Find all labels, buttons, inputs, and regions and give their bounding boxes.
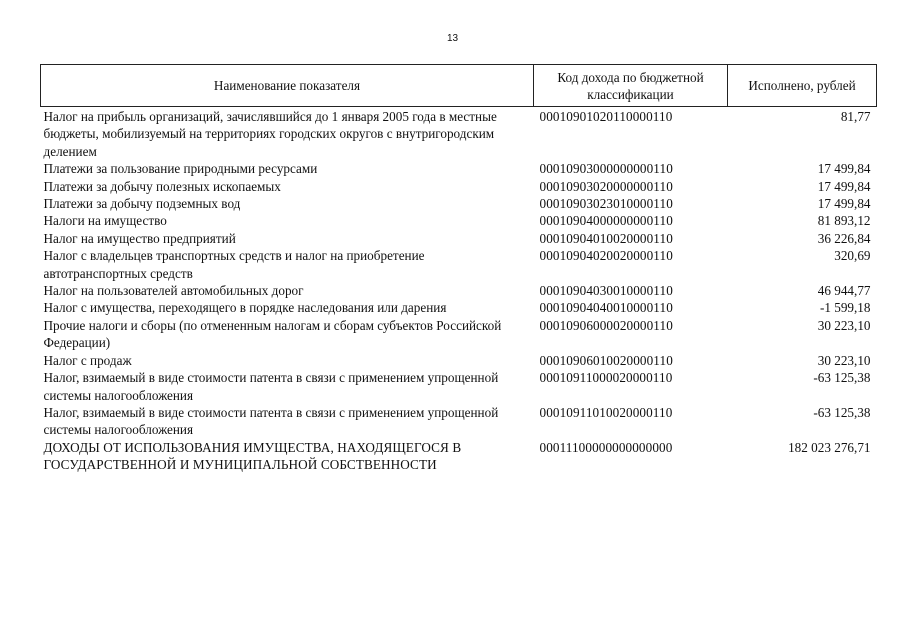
row-name: Налог с продаж <box>43 352 132 368</box>
table-row <box>41 404 877 439</box>
row-name: Прочие налоги и сборы (по отмененным налогам и сборам субъектов Российской Федерации) <box>43 317 502 351</box>
table-header-row <box>41 65 877 107</box>
table-row <box>41 299 877 316</box>
row-name: Платежи за пользование природными ресурсами <box>43 161 318 177</box>
table-row <box>41 282 877 299</box>
row-code: 00010911000020000110 <box>539 370 673 386</box>
row-value: 17 499,84 <box>817 161 871 177</box>
row-code: 00010901020110000110 <box>539 109 673 124</box>
row-code: 00010904020020000110 <box>539 248 673 264</box>
row-name: Налоги на имущество <box>43 213 167 229</box>
row-name: Налог, взимаемый в виде стоимости патента в связи с применением упрощенной системы налогообложения <box>43 370 499 403</box>
row-code: 00010904010020000110 <box>539 230 673 246</box>
table-row <box>41 439 877 474</box>
table-row <box>41 160 877 177</box>
row-code: 00010904000000000110 <box>539 213 673 229</box>
row-value: 30 223,10 <box>817 352 871 368</box>
row-value: 81,77 <box>840 109 871 124</box>
row-name: Налог на прибыль организаций, зачислявшийся до 1 января 2005 года в местные бюджеты, мобилизуемый на территориях городских округов с внутригородским делением <box>43 109 497 159</box>
row-code: 00011100000000000000 <box>539 439 673 455</box>
row-value: -1 599,18 <box>819 300 871 316</box>
row-code: 00010906000020000110 <box>539 317 673 333</box>
row-value: 320,69 <box>834 248 871 264</box>
row-name: Налог на пользователей автомобильных дорог <box>43 283 304 299</box>
table-row <box>41 247 877 282</box>
revenue-table <box>40 64 877 474</box>
row-value: 36 226,84 <box>817 230 871 246</box>
header-value: Исполнено, рублей <box>728 65 877 107</box>
row-name: Платежи за добычу подземных вод <box>43 196 241 212</box>
row-code: 00010911010020000110 <box>539 404 673 420</box>
table-row <box>41 212 877 229</box>
header-name: Наименование показателя <box>41 65 534 107</box>
table-row <box>41 230 877 247</box>
row-value: 30 223,10 <box>817 317 871 333</box>
row-value: 17 499,84 <box>817 196 871 212</box>
row-code: 00010904040010000110 <box>539 300 673 316</box>
table-row <box>41 369 877 404</box>
row-value: -63 125,38 <box>813 370 871 386</box>
row-name: ДОХОДЫ ОТ ИСПОЛЬЗОВАНИЯ ИМУЩЕСТВА, НАХОДЯЩЕГОСЯ В ГОСУДАРСТВЕННОЙ И МУНИЦИПАЛЬНОЙ СОБСТВЕННОСТИ <box>43 439 462 473</box>
row-code: 00010904030010000110 <box>539 283 673 299</box>
table-row <box>41 107 877 161</box>
table-row <box>41 178 877 195</box>
page-number: 13 <box>446 33 459 44</box>
row-code: 00010903023010000110 <box>539 196 673 212</box>
row-value: 182 023 276,71 <box>788 439 871 455</box>
row-value: 17 499,84 <box>817 178 871 194</box>
row-name: Платежи за добычу полезных ископаемых <box>43 178 281 194</box>
row-code: 00010903020000000110 <box>539 178 673 194</box>
table-row <box>41 352 877 369</box>
row-name: Налог на имущество предприятий <box>43 230 236 246</box>
row-name: Налог с владельцев транспортных средств и налог на приобретение автотранспортных средств <box>43 248 425 281</box>
row-name: Налог, взимаемый в виде стоимости патента в связи с применением упрощенной системы налогообложения <box>43 404 499 438</box>
table-row <box>41 195 877 212</box>
row-name: Налог с имущества, переходящего в порядке наследования или дарения <box>43 300 447 316</box>
row-value: -63 125,38 <box>813 404 871 420</box>
table-row <box>41 317 877 352</box>
row-code: 00010906010020000110 <box>539 352 673 368</box>
row-code: 00010903000000000110 <box>539 161 673 177</box>
row-value: 81 893,12 <box>817 213 871 229</box>
header-code: Код дохода по бюджетной классификации <box>534 65 728 107</box>
row-value: 46 944,77 <box>817 283 871 299</box>
